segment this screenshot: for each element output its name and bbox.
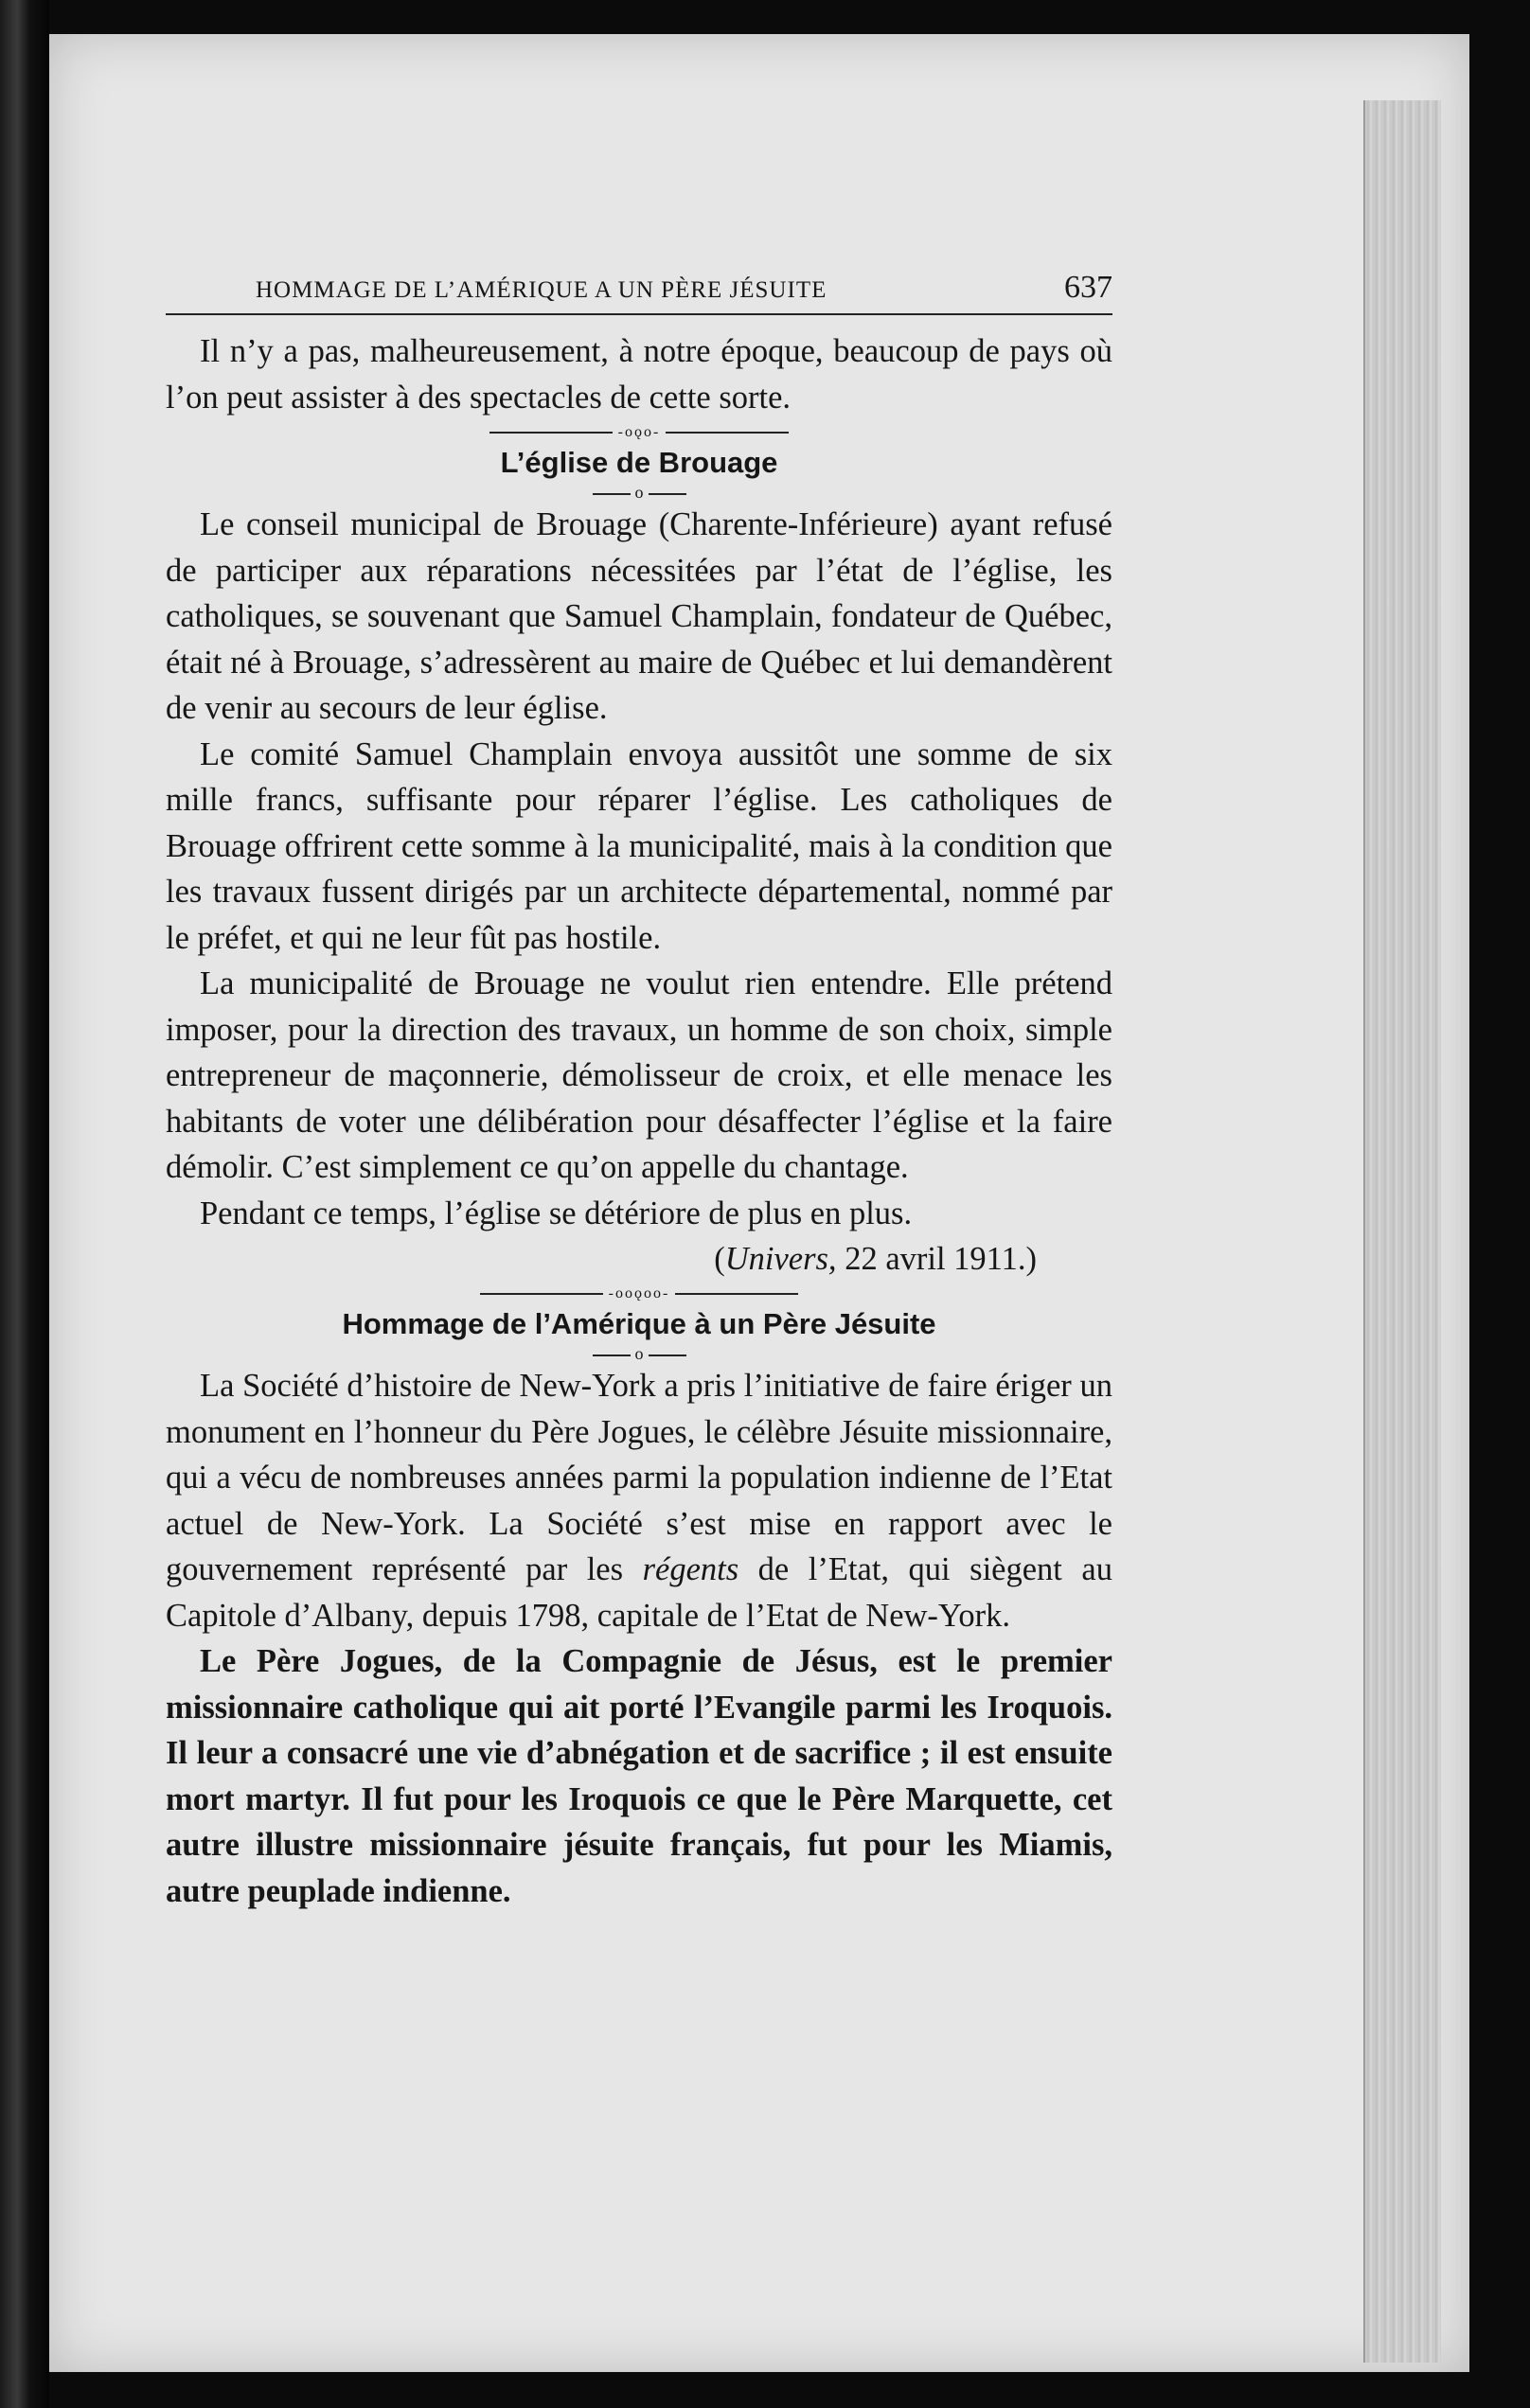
section1-paragraph-3: La municipalité de Brouage ne voulut rien entendre. Elle prétend imposer, pour la direction des travaux, un homme de son choix, simple entrepreneur de maçonnerie, démolisseur de croix, et elle menace les habitants de voter une délibération pour désaffecter l’église et la faire démolir. C’est simplement ce qu’on appelle du chantage. [166, 965, 1112, 1185]
ornament-rule-right [675, 1293, 798, 1295]
running-head [166, 270, 1112, 315]
section1-paragraph-2: Le comité Samuel Champlain envoya aussitôt une somme de six mille francs, suffisante pour réparer l’église. Les catholiques de Brouage offrirent cette somme à la municipalité, mais à la condition que les travaux fussent dirigés par un architecte départemental, nommé par le préfet, et qui ne leur fût pas hostile. [166, 735, 1112, 956]
source-open: ( [714, 1241, 725, 1277]
section1-ornament [166, 422, 1112, 443]
running-title: HOMMAGE DE L’AMÉRIQUE A UN PÈRE JÉSUITE [256, 277, 827, 303]
section1-heading: L’église de Brouage [500, 446, 778, 479]
ornament-glyph: -oǫo- [617, 424, 661, 440]
section2-paragraph-2: Le Père Jogues, de la Compagnie de Jésus, est le premier missionnaire catholique qui ait porté l’Evangile parmi les Iroquois. Il leur a consacré une vie d’abnégation et de sacrifice ; il est ensuite mort martyr. Il fut pour les Iroquois ce que le Père Marquette, cet autre illustre missionnaire jésuite français, fut pour les Miamis, autre peuplade indienne. [166, 1643, 1112, 1909]
page-number: 637 [1064, 270, 1112, 305]
page-edges [1363, 100, 1441, 2363]
section2-heading: Hommage de l’Amérique à un Père Jésuite [342, 1307, 936, 1340]
source-name: Univers, [724, 1241, 837, 1277]
sub-glyph: o [634, 1344, 644, 1363]
ornament-rule-left [480, 1293, 603, 1295]
ornament-rule-left [489, 432, 613, 434]
section1-paragraph-1: Le conseil municipal de Brouage (Charente-Inférieure) ayant refusé de participer aux réparations nécessitées par l’état de l’église, les catholiques, se souvenant que Samuel Champlain, fondateur de Québec, était né à Brouage, s’adressèrent au maire de Québec et lui demandèrent de venir au secours de leur église. [166, 506, 1112, 726]
sub-rule-left [593, 1354, 631, 1356]
sub-rule-left [593, 493, 631, 495]
source-citation [166, 1236, 1112, 1282]
section2-p1-text-b: de l’Etat, qui siègent au Capitole d’Albany, depuis 1798, capitale de l’Etat de New-York. [166, 1551, 1112, 1634]
section2-paragraph-1 [166, 1363, 1112, 1638]
section2-sub-ornament [166, 1344, 1112, 1363]
book-spine-edge [0, 0, 49, 2408]
ornament-rule-right [666, 432, 789, 434]
source-date: 22 avril 1911.) [836, 1241, 1037, 1277]
section2-p1-text-a: La Société d’histoire de New-York a pris l’initiative de faire ériger un monument en l’honneur du Père Jogues, le célèbre Jésuite missionnaire, qui a vécu de nombreuses années parmi la population indienne de l’Etat actuel de New-York. La Société s’est mise en rapport avec le gouvernement représenté par les [166, 1368, 1112, 1587]
sub-glyph: o [634, 483, 644, 502]
sub-rule-right [649, 1354, 686, 1356]
page-content [166, 270, 1112, 1914]
intro-paragraph: Il n’y a pas, malheureusement, à notre époque, beaucoup de pays où l’on peut assister à des spectacles de cette sorte. [166, 333, 1112, 416]
section1-sub-ornament [166, 483, 1112, 502]
sub-rule-right [649, 493, 686, 495]
ornament-glyph: -ooǫoo- [608, 1285, 670, 1301]
section1-paragraph-4: Pendant ce temps, l’église se détériore de plus en plus. [200, 1195, 913, 1231]
section2-p1-emphasis: régents [642, 1551, 739, 1587]
section2-ornament [166, 1284, 1112, 1304]
